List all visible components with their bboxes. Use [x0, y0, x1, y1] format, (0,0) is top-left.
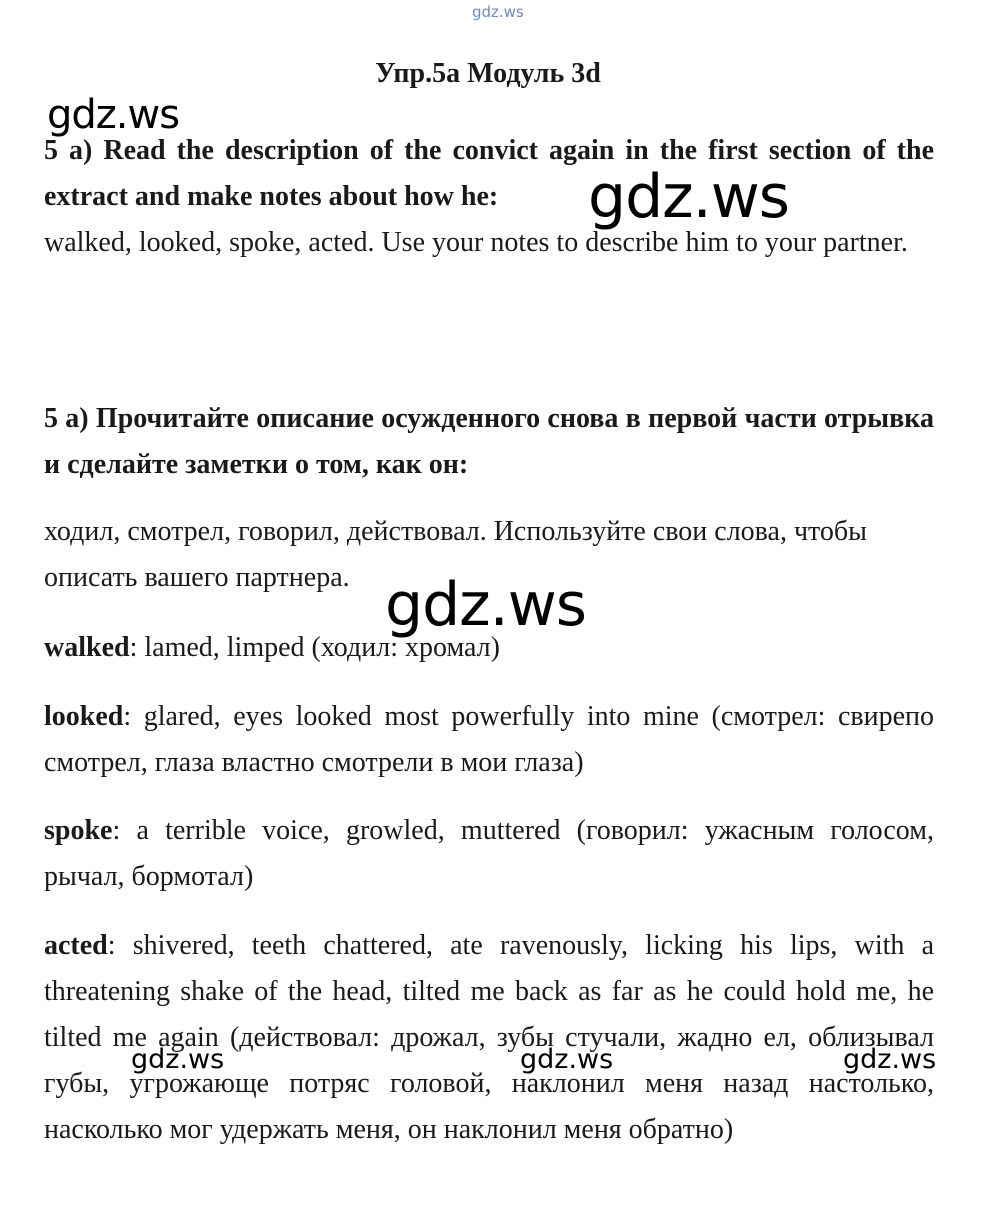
watermark: gdz.ws — [520, 1044, 614, 1075]
answer-text: : glared, eyes looked most powerfully into mine (смотрел: свирепо смотрел, глаза властно смотрели в мои глаза) — [44, 701, 934, 778]
task-english-continuation: walked, looked, spoke, acted. Use your notes to describe him to your partner. — [44, 227, 908, 258]
answer-looked — [44, 694, 934, 786]
watermark: gdz.ws — [843, 1044, 937, 1075]
answer-text: : a terrible voice, growled, muttered (говорил: ужасным голосом, рычал, бормотал) — [44, 815, 934, 892]
watermark: gdz.ws — [588, 162, 790, 232]
task-russian-continuation: ходил, смотрел, говорил, действовал. Используйте свои слова, чтобы описать вашего партнера. — [44, 516, 867, 593]
answer-text: : lamed, limped (ходил: хромал) — [129, 632, 500, 663]
task-russian-instruction: 5 а) Прочитайте описание осужденного снова в первой части отрывка и сделайте заметки о том, как он: — [44, 403, 934, 480]
watermark-top: gdz.ws — [472, 3, 524, 21]
watermark: gdz.ws — [47, 92, 180, 138]
answer-term: walked — [44, 632, 130, 663]
task-english — [44, 128, 934, 266]
answer-term: spoke — [44, 815, 113, 846]
watermark: gdz.ws — [385, 570, 587, 640]
answer-spoke — [44, 808, 934, 900]
answer-term: acted — [44, 930, 108, 961]
answer-term: looked — [44, 701, 124, 732]
answer-acted — [44, 923, 937, 1153]
page-title: Упр.5а Модуль 3d — [375, 58, 601, 89]
task-english-instruction: 5 a) Read the description of the convict again in the first section of the extract and make notes about how he: — [44, 135, 934, 212]
answer-text: : shivered, teeth chattered, ate ravenously, licking his lips, with a threatening shake of the head, tilted me back as far as he could hold me, he tilted me again (действовал: дрожал, зубы стучали, жадно ел, облизывал губы, угрожающе потряс головой, наклонил меня назад настолько, насколько мог удержать меня, он наклонил меня обратно) — [44, 930, 934, 1145]
watermark: gdz.ws — [131, 1044, 225, 1075]
